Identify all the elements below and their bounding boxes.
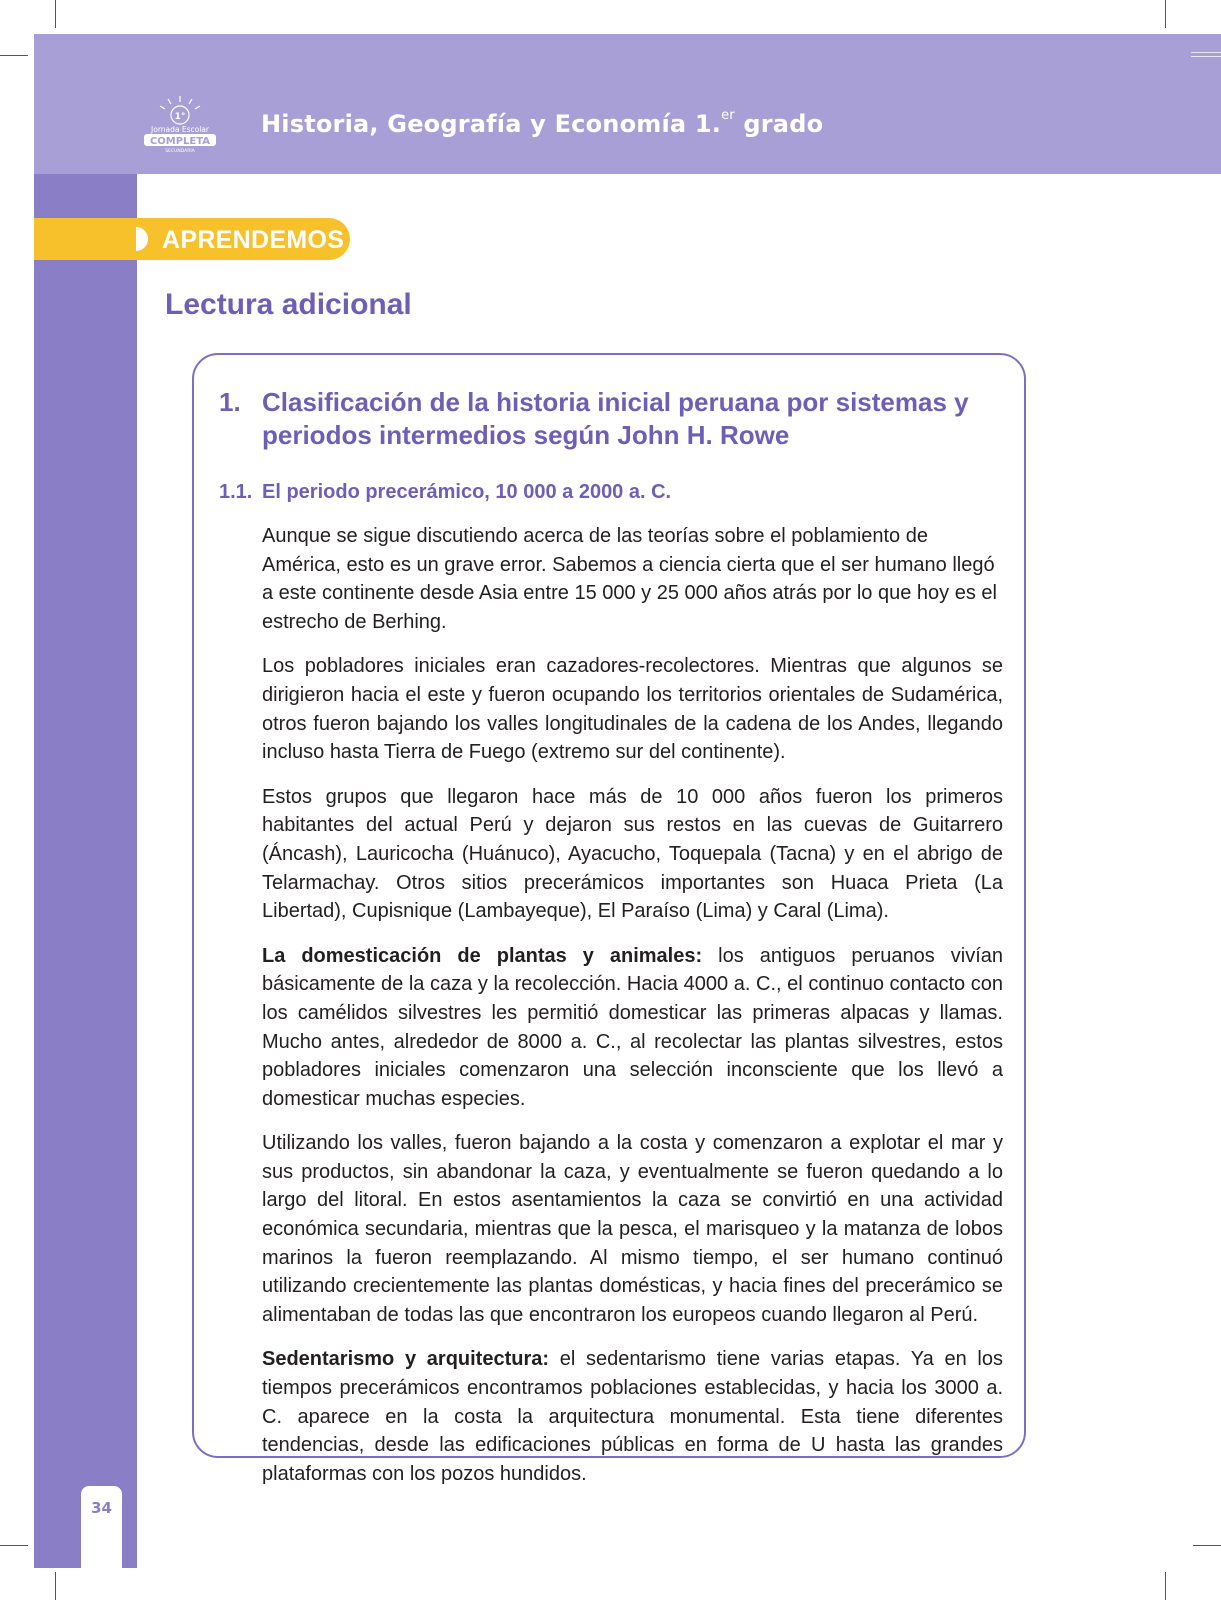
crop-mark (0, 1545, 28, 1546)
crop-mark (1193, 1545, 1221, 1546)
banner-label: APRENDEMOS (162, 226, 345, 254)
paragraph-lead: Sedentarismo y arquitectura: (262, 1348, 550, 1371)
logo-main-text: COMPLETA (149, 136, 211, 147)
logo-top-text: Jornada Escolar (151, 125, 209, 134)
paragraph: La domesticación de plantas y animales: los antiguos peruanos vivían básicamente de la caza y la recolección. Hacia 4000 a. C., el continuo contacto con los camélidos silvestres les permitió domesticar las primeras alpacas y llamas. Mucho antes, alrededor de 8000 a. C., al recolectar las plantas silvestres, estos pobladores iniciales comenzaron una selección inconsciente que los llevó a domesticar muchas especies. (262, 944, 1003, 1110)
reading-subheading: 1.1. El periodo precerámico, 10 000 a 2000 a. C. (219, 481, 672, 503)
crop-mark (1165, 1572, 1166, 1600)
reading-heading: 1. Clasificación de la historia inicial peruana por sistemas y periodos intermedios según John H. Rowe (219, 387, 969, 450)
paragraph: Aunque se sigue discutiendo acerca de las teorías sobre el poblamiento de América, esto es un grave error. Sabemos a ciencia cierta que el ser humano llegó a este continente desde Asia entre 15 000 y 25 000 años atrás por lo que hoy es el estrecho de Berhing. (262, 525, 997, 633)
logo-sub-text: SECUNDARIA (165, 149, 195, 154)
reading-body (262, 522, 1003, 1504)
paragraph: Sedentarismo y arquitectura: el sedentarismo tiene varias etapas. Ya en los tiempos precerámicos encontramos poblaciones establecidas, y hacia los 3000 a. C. aparece en la costa la arquitectura monumental. Esta tiene diferentes tendencias, desde las edificaciones públicas en forma de U hasta las grandes plataformas con los pozos hundidos. (262, 1348, 1003, 1485)
sidebar-bar (34, 174, 137, 1568)
section-title: Lectura adicional (165, 288, 412, 321)
crop-mark (1165, 0, 1166, 28)
crop-mark (0, 55, 28, 56)
jornada-escolar-logo (140, 94, 220, 154)
crop-mark (55, 0, 56, 28)
header-title: Historia, Geografía y Economía 1.$^{er}$ grado (261, 108, 824, 138)
logo-badge: 1° (174, 112, 186, 122)
page-number: 34 (91, 1499, 112, 1517)
paragraph: Estos grupos que llegaron hace más de 10 000 años fueron los primeros habitantes del actual Perú y dejaron sus restos en las cuevas de Guitarrero (Áncash), Lauricocha (Huánuco), Ayacucho, Toquepala (Tacna) y en el abrigo de Telarmachay. Otros sitios precerámicos importantes son Huaca Prieta (La Libertad), Cupisnique (Lambayeque), El Paraíso (Lima) y Caral (Lima). (262, 785, 1003, 923)
paragraph: Utilizando los valles, fueron bajando a la costa y comenzaron a explotar el mar y sus productos, sin abandonar la caza, y eventualmente se fueron quedando a lo largo del litoral. En estos asentamientos la caza se convirtió en una actividad económica secundaria, mientras que la pesca, el marisqueo y la matanza de lobos marinos la fueron reemplazando. Al mismo tiempo, el ser humano continuó utilizando crecientemente las plantas domésticas, y hacia fines del precerámico se alimentaban de todas las que encontraron los europeos cuando llegaron al Perú. (262, 1132, 1003, 1326)
crop-mark (55, 1572, 56, 1600)
paragraph: Los pobladores iniciales eran cazadores-recolectores. Mientras que algunos se dirigieron hacia el este y fueron ocupando los territorios orientales de Sudamérica, otros fueron bajando los valles longitudinales de la cadena de los Andes, llegando incluso hasta Tierra de Fuego (extremo sur del continente). (262, 655, 1003, 764)
paragraph-lead: La domesticación de plantas y animales: (262, 944, 703, 967)
